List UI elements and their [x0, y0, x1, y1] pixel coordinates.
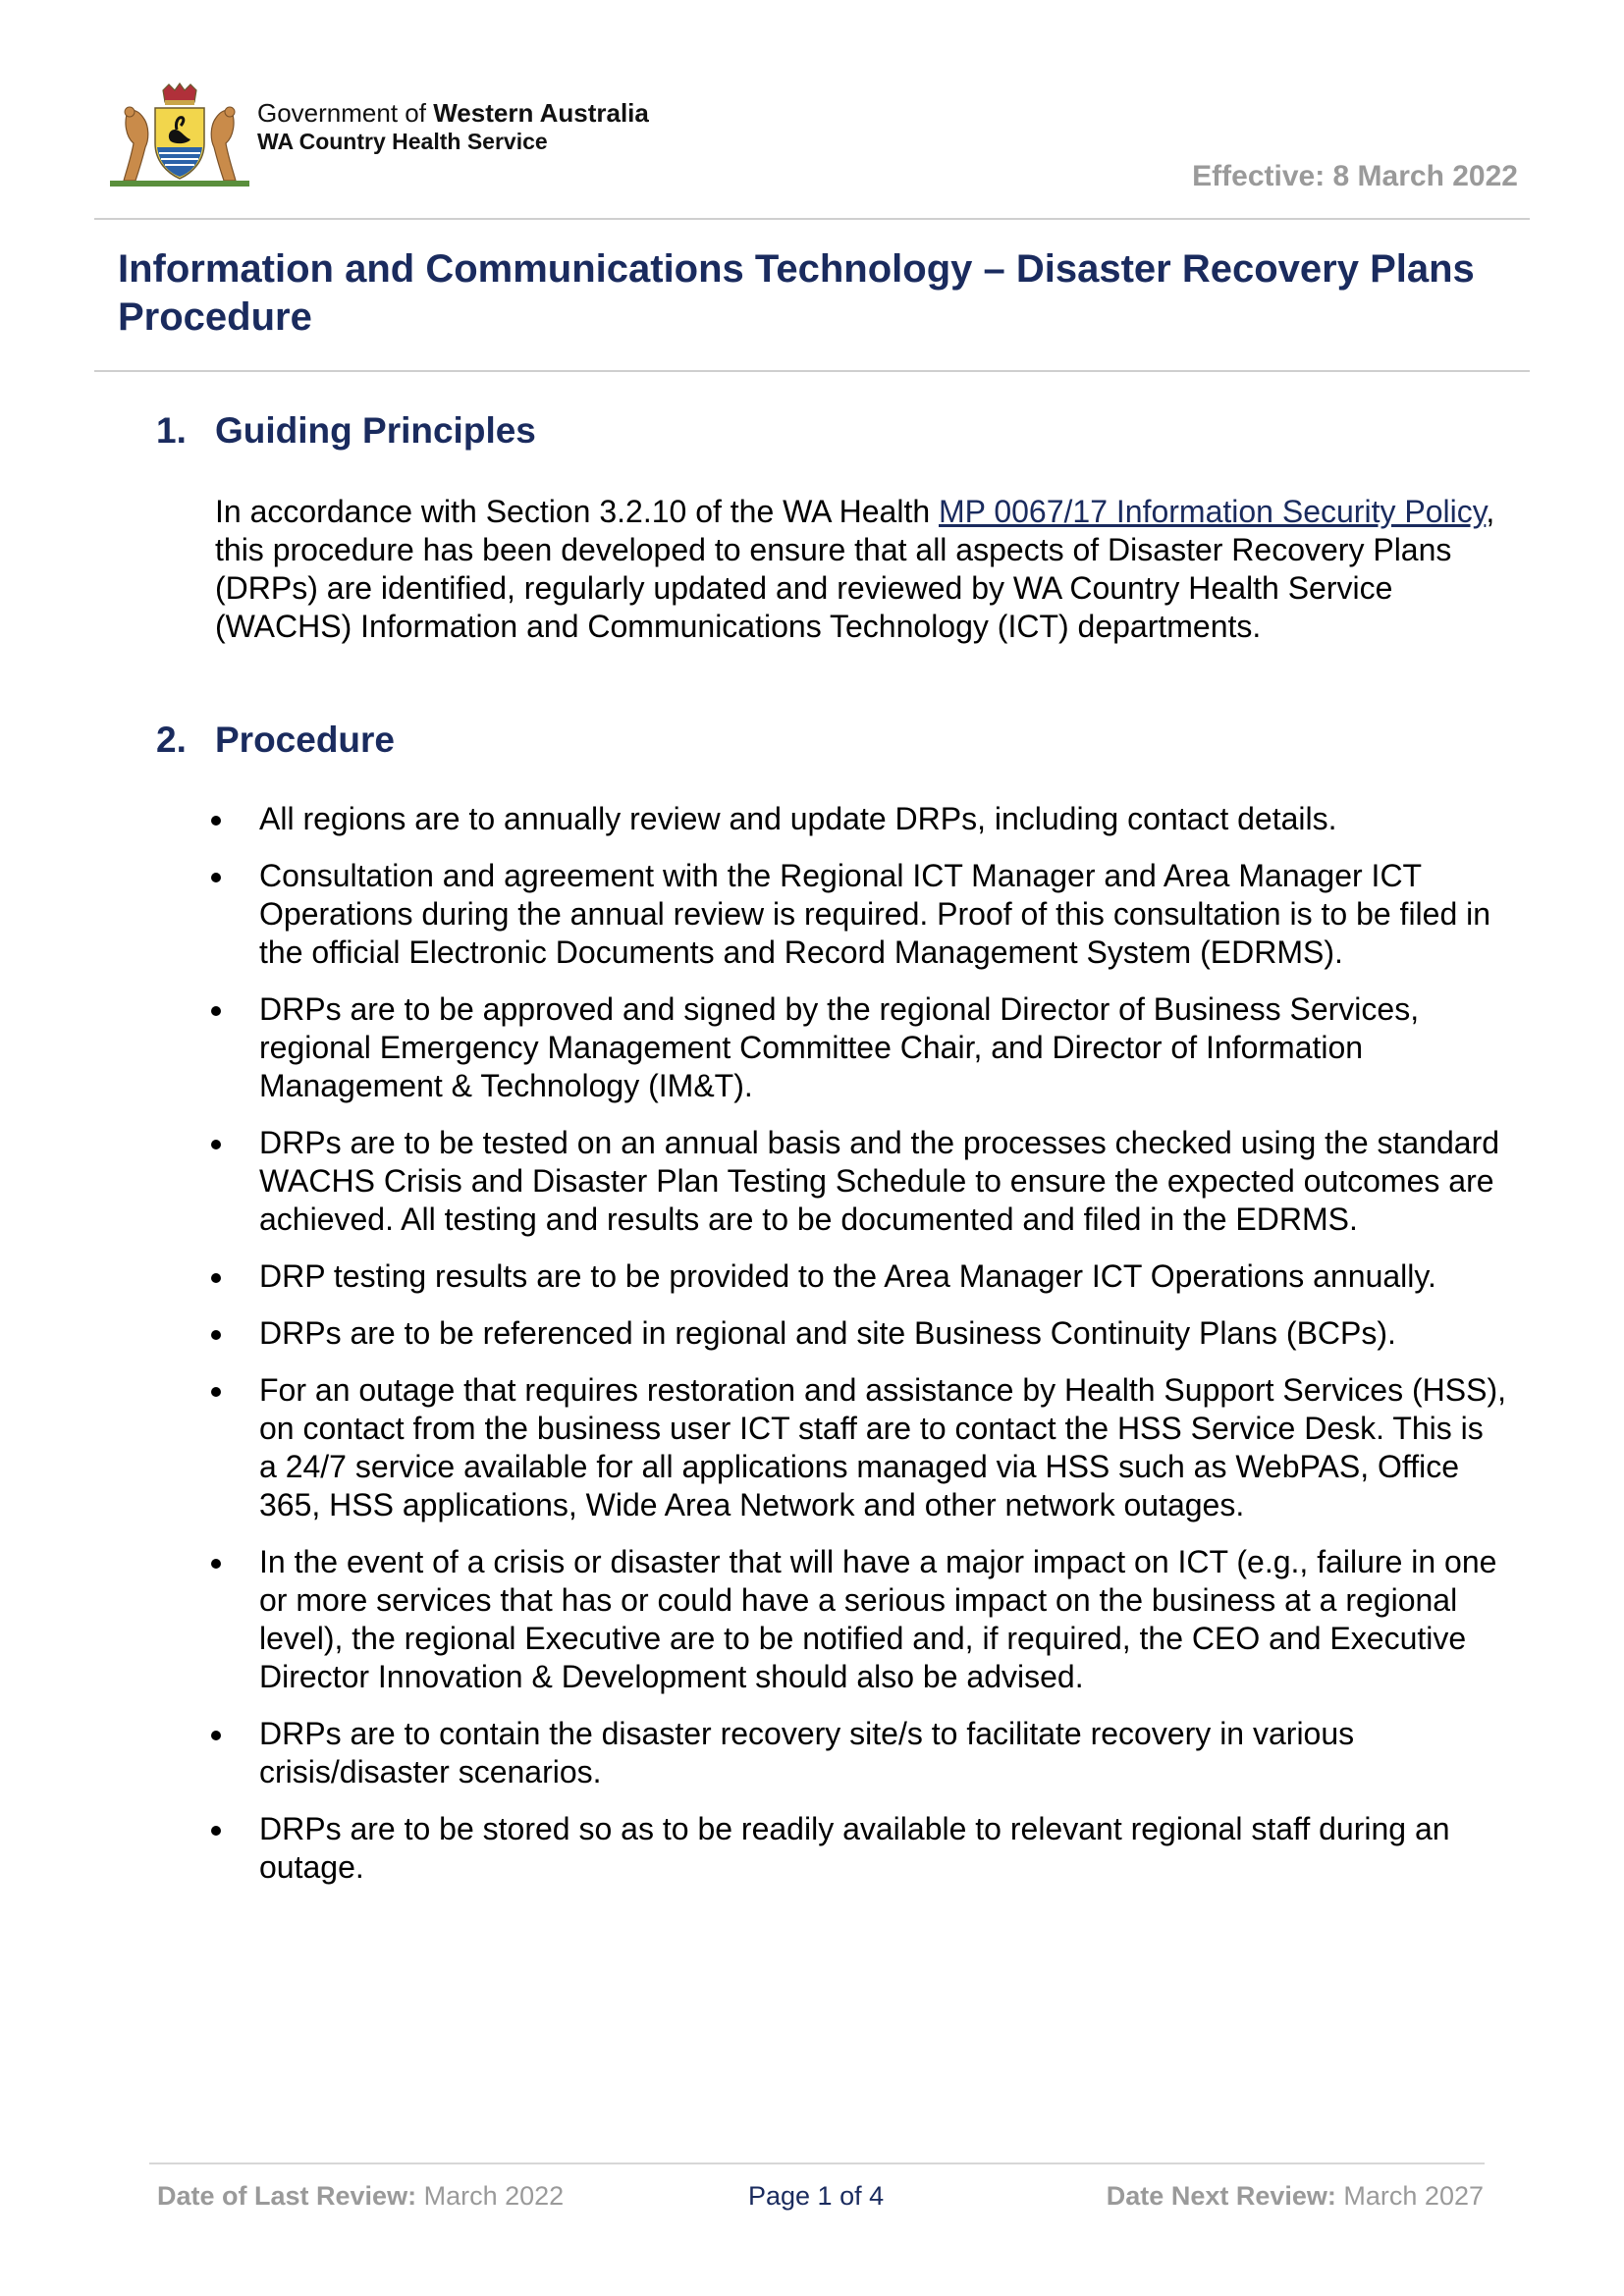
bullet-icon	[211, 816, 221, 826]
list-item-text: DRPs are to be referenced in regional and site Business Continuity Plans (BCPs).	[259, 1315, 1396, 1351]
list-item	[200, 857, 1506, 972]
gov-state: Western Australia	[433, 98, 649, 128]
list-item-text: DRPs are to contain the disaster recovery site/s to facilitate recovery in various crisis/disaster scenarios.	[259, 1716, 1355, 1789]
bullet-icon	[211, 1006, 221, 1016]
last-review-label: Date of Last Review:	[157, 2181, 417, 2211]
last-review	[157, 2181, 564, 2212]
list-item-text: DRP testing results are to be provided to the Area Manager ICT Operations annually.	[259, 1258, 1436, 1294]
section-1-title: Guiding Principles	[215, 410, 536, 451]
list-item-text: DRPs are to be tested on an annual basis and the processes checked using the standard WACHS Crisis and Disaster Plan Testing Schedule to ensure the expected outcomes are achieved. All testing and results are to be documented and filed in the EDRMS.	[259, 1125, 1500, 1237]
paragraph-text-start: In accordance with Section 3.2.10 of the WA Health	[215, 494, 940, 529]
list-item-text: For an outage that requires restoration and assistance by Health Support Services (HSS), on contact from the business user ICT staff are to contact the HSS Service Desk. This is a 24/7 service available for all applications managed via HSS such as WebPAS, Office 365, HSS applications, Wide Area Network and other network outages.	[259, 1372, 1506, 1522]
bullet-icon	[211, 1731, 221, 1740]
gov-prefix: Government of	[257, 98, 426, 128]
list-item	[200, 800, 1506, 838]
section-1-heading	[156, 410, 536, 452]
next-review	[1107, 2181, 1484, 2212]
list-item-text: DRPs are to be approved and signed by the regional Director of Business Services, regional Emergency Management Committee Chair, and Director of Information Management & Technology (IM&T).	[259, 991, 1420, 1103]
header-divider	[94, 218, 1530, 220]
bullet-icon	[211, 873, 221, 882]
list-item	[200, 1371, 1506, 1524]
page-number: Page 1 of 4	[748, 2181, 885, 2211]
list-item	[200, 1314, 1506, 1353]
list-item	[200, 1715, 1506, 1791]
paragraph-text-end: , this procedure has been developed to ensure that all aspects of Disaster Recovery Plans (DRPs) are identified, regularly updated and reviewed by WA Country Health Service (WACHS) Information and Communications Technology (ICT) departments.	[215, 494, 1495, 644]
last-review-value: March 2022	[423, 2181, 565, 2211]
bullet-icon	[211, 1559, 221, 1569]
section-1-paragraph	[215, 493, 1521, 646]
health-service-name: WA Country Health Service	[257, 129, 548, 154]
list-item	[200, 1543, 1506, 1696]
bullet-icon	[211, 1387, 221, 1397]
list-item-text: In the event of a crisis or disaster that will have a major impact on ICT (e.g., failure in one or more services that has or could have a serious impact on the business at a regional level), the regional Executive are to be notified and, if required, the CEO and Executive Director Innovation & Development should also be advised.	[259, 1544, 1497, 1694]
government-name	[257, 98, 649, 129]
list-item-text: All regions are to annually review and update DRPs, including contact details.	[259, 801, 1337, 836]
list-item	[200, 990, 1506, 1105]
list-item-text: DRPs are to be stored so as to be readily available to relevant regional staff during an outage.	[259, 1811, 1450, 1885]
section-2-heading	[156, 720, 395, 761]
bullet-icon	[211, 1273, 221, 1283]
list-item	[200, 1810, 1506, 1887]
effective-date: Effective: 8 March 2022	[1192, 160, 1518, 192]
footer-divider	[149, 2163, 1485, 2164]
policy-link[interactable]: MP 0067/17 Information Security Policy	[939, 494, 1487, 529]
document-title: Information and Communications Technology – Disaster Recovery Plans Procedure	[118, 247, 1475, 339]
wa-coat-of-arms-logo	[106, 82, 253, 192]
next-review-value: March 2027	[1343, 2181, 1484, 2211]
procedure-list	[200, 800, 1506, 1905]
list-item-text: Consultation and agreement with the Regional ICT Manager and Area Manager ICT Operations during the annual review is required. Proof of this consultation is to be filed in the official Electronic Documents and Record Management System (EDRMS).	[259, 858, 1491, 970]
section-2-title: Procedure	[215, 720, 396, 760]
bullet-icon	[211, 1826, 221, 1836]
list-item	[200, 1124, 1506, 1239]
list-item	[200, 1257, 1506, 1296]
bullet-icon	[211, 1330, 221, 1340]
section-2-number: 2.	[156, 720, 187, 760]
section-1-number: 1.	[156, 410, 187, 451]
next-review-label: Date Next Review:	[1106, 2181, 1336, 2211]
bullet-icon	[211, 1140, 221, 1149]
title-divider	[94, 370, 1530, 372]
